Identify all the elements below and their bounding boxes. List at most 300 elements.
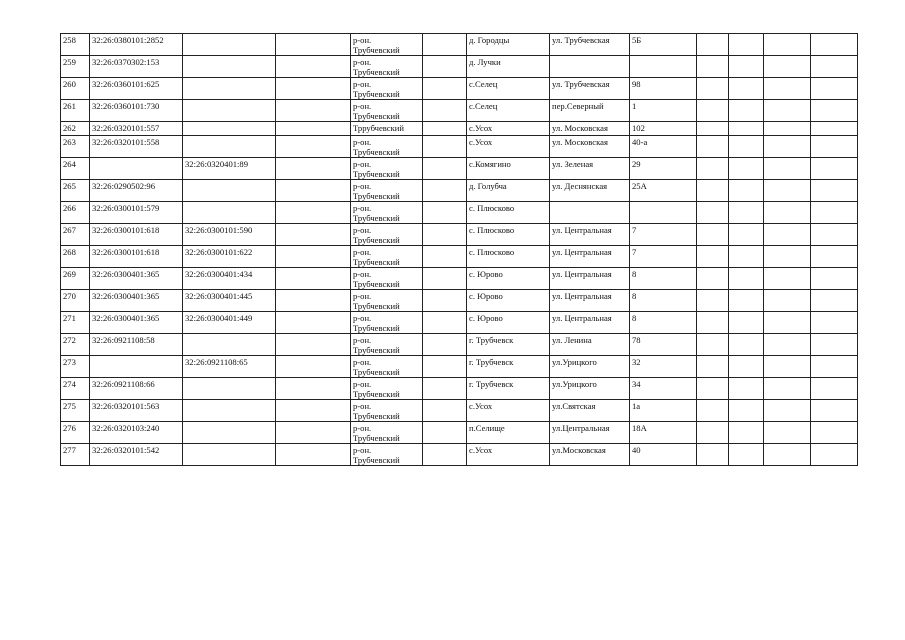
empty-cell <box>423 268 467 290</box>
district-cell <box>351 122 423 136</box>
house-number-cell: 25А <box>630 180 697 202</box>
empty-cell <box>697 122 729 136</box>
empty-cell <box>729 158 764 180</box>
empty-cell <box>764 444 811 466</box>
empty-cell <box>764 290 811 312</box>
cadastral-number: 32:26:0370302:153 <box>90 56 183 78</box>
district-cell <box>351 136 423 158</box>
empty-cell <box>276 122 351 136</box>
street-cell: ул.Святская <box>550 400 630 422</box>
district-line: Трубчевский <box>353 345 400 355</box>
empty-cell <box>811 312 858 334</box>
house-number-cell: 40 <box>630 444 697 466</box>
empty-cell <box>764 400 811 422</box>
empty-cell <box>276 422 351 444</box>
empty-cell <box>729 78 764 100</box>
table-row <box>61 78 858 100</box>
empty-cell <box>697 246 729 268</box>
empty-cell <box>764 34 811 56</box>
district-cell <box>351 356 423 378</box>
table-row <box>61 246 858 268</box>
empty-cell <box>697 180 729 202</box>
empty-cell <box>811 378 858 400</box>
empty-cell <box>423 444 467 466</box>
empty-cell <box>764 378 811 400</box>
house-number-cell: 102 <box>630 122 697 136</box>
empty-cell <box>423 224 467 246</box>
settlement-cell: г. Трубчевск <box>467 356 550 378</box>
empty-cell <box>811 356 858 378</box>
empty-cell <box>423 246 467 268</box>
district-line: Трубчевский <box>353 323 400 333</box>
district-cell <box>351 290 423 312</box>
settlement-cell: с. Плюсково <box>467 246 550 268</box>
empty-cell <box>697 100 729 122</box>
empty-cell <box>276 268 351 290</box>
empty-cell <box>697 34 729 56</box>
street-cell: ул. Московская <box>550 122 630 136</box>
row-number: 268 <box>61 246 90 268</box>
row-number: 265 <box>61 180 90 202</box>
empty-cell <box>764 224 811 246</box>
street-cell: ул. Трубчевская <box>550 78 630 100</box>
district-line: р-он. <box>353 401 372 411</box>
empty-cell <box>729 290 764 312</box>
settlement-cell: д. Городцы <box>467 34 550 56</box>
cadastral-number: 32:26:0300401:365 <box>90 290 183 312</box>
empty-cell <box>423 34 467 56</box>
empty-cell <box>729 356 764 378</box>
settlement-cell: г. Трубчевск <box>467 378 550 400</box>
cadastral-number <box>90 158 183 180</box>
empty-cell <box>811 158 858 180</box>
district-line: Трубчевский <box>353 411 400 421</box>
empty-cell <box>423 180 467 202</box>
settlement-cell: с.Усох <box>467 444 550 466</box>
district-cell <box>351 334 423 356</box>
street-cell <box>550 202 630 224</box>
settlement-cell: с.Усох <box>467 400 550 422</box>
district-cell <box>351 56 423 78</box>
row-number: 258 <box>61 34 90 56</box>
settlement-cell: г. Трубчевск <box>467 334 550 356</box>
empty-cell <box>811 78 858 100</box>
empty-cell <box>811 334 858 356</box>
cadastral-number: 32:26:0320101:542 <box>90 444 183 466</box>
empty-cell <box>423 290 467 312</box>
cadastral-number-secondary: 32:26:0921108:65 <box>183 356 276 378</box>
empty-cell <box>276 100 351 122</box>
empty-cell <box>276 202 351 224</box>
street-cell: ул.Центральная <box>550 422 630 444</box>
district-line: Трубчевский <box>353 147 400 157</box>
empty-cell <box>697 422 729 444</box>
district-cell <box>351 180 423 202</box>
cadastral-number-secondary <box>183 34 276 56</box>
empty-cell <box>423 334 467 356</box>
district-cell <box>351 444 423 466</box>
empty-cell <box>729 34 764 56</box>
empty-cell <box>764 268 811 290</box>
empty-cell <box>729 444 764 466</box>
row-number: 275 <box>61 400 90 422</box>
empty-cell <box>423 202 467 224</box>
district-line: Трубчевский <box>353 191 400 201</box>
table-row <box>61 180 858 202</box>
table-row <box>61 312 858 334</box>
row-number: 276 <box>61 422 90 444</box>
table-row <box>61 34 858 56</box>
district-line: р-он. <box>353 423 372 433</box>
cadastral-number-secondary <box>183 444 276 466</box>
empty-cell <box>423 78 467 100</box>
house-number-cell: 1а <box>630 400 697 422</box>
row-number: 273 <box>61 356 90 378</box>
table-row <box>61 100 858 122</box>
row-number: 277 <box>61 444 90 466</box>
district-cell <box>351 400 423 422</box>
empty-cell <box>423 56 467 78</box>
cadastral-number: 32:26:0320101:557 <box>90 122 183 136</box>
house-number-cell: 78 <box>630 334 697 356</box>
district-line: р-он. <box>353 203 372 213</box>
empty-cell <box>276 56 351 78</box>
district-cell <box>351 312 423 334</box>
empty-cell <box>423 100 467 122</box>
empty-cell <box>729 334 764 356</box>
empty-cell <box>729 136 764 158</box>
settlement-cell: с.Усох <box>467 136 550 158</box>
house-number-cell: 8 <box>630 268 697 290</box>
street-cell: ул. Центральная <box>550 246 630 268</box>
empty-cell <box>729 100 764 122</box>
empty-cell <box>697 268 729 290</box>
empty-cell <box>764 334 811 356</box>
cadastral-number-secondary: 32:26:0320401:89 <box>183 158 276 180</box>
cadastral-number-secondary <box>183 422 276 444</box>
empty-cell <box>697 56 729 78</box>
street-cell: ул. Центральная <box>550 224 630 246</box>
empty-cell <box>276 400 351 422</box>
empty-cell <box>276 158 351 180</box>
empty-cell <box>811 180 858 202</box>
empty-cell <box>764 356 811 378</box>
empty-cell <box>697 224 729 246</box>
table-row <box>61 444 858 466</box>
cadastral-number-secondary <box>183 100 276 122</box>
empty-cell <box>276 224 351 246</box>
empty-cell <box>276 136 351 158</box>
district-cell <box>351 378 423 400</box>
district-line: р-он. <box>353 269 372 279</box>
district-line: Трубчевский <box>353 213 400 223</box>
empty-cell <box>764 202 811 224</box>
cadastral-number: 32:26:0360101:730 <box>90 100 183 122</box>
district-line: р-он. <box>353 79 372 89</box>
empty-cell <box>697 356 729 378</box>
street-cell: ул. Зеленая <box>550 158 630 180</box>
house-number-cell: 29 <box>630 158 697 180</box>
cadastral-number-secondary <box>183 136 276 158</box>
cadastral-number: 32:26:0320101:558 <box>90 136 183 158</box>
row-number: 263 <box>61 136 90 158</box>
street-cell: ул. Московская <box>550 136 630 158</box>
empty-cell <box>764 422 811 444</box>
empty-cell <box>764 158 811 180</box>
empty-cell <box>811 422 858 444</box>
row-number: 266 <box>61 202 90 224</box>
table-row <box>61 334 858 356</box>
empty-cell <box>729 312 764 334</box>
empty-cell <box>276 246 351 268</box>
cadastral-number: 32:26:0360101:625 <box>90 78 183 100</box>
empty-cell <box>729 224 764 246</box>
street-cell: ул.Урицкого <box>550 356 630 378</box>
district-cell <box>351 202 423 224</box>
table-row <box>61 378 858 400</box>
district-line: Трубчевский <box>353 67 400 77</box>
cadastral-number-secondary: 32:26:0300401:449 <box>183 312 276 334</box>
empty-cell <box>423 158 467 180</box>
empty-cell <box>764 180 811 202</box>
empty-cell <box>276 78 351 100</box>
district-line: р-он. <box>353 57 372 67</box>
table-row <box>61 422 858 444</box>
district-line: Трубчевский <box>353 235 400 245</box>
row-number: 270 <box>61 290 90 312</box>
settlement-cell: с.Селец <box>467 78 550 100</box>
table-row <box>61 158 858 180</box>
empty-cell <box>697 136 729 158</box>
settlement-cell: с. Плюсково <box>467 202 550 224</box>
district-line: р-он. <box>353 247 372 257</box>
cadastral-number-secondary <box>183 56 276 78</box>
street-cell: ул. Центральная <box>550 268 630 290</box>
cadastral-number-secondary: 32:26:0300401:445 <box>183 290 276 312</box>
district-line: р-он. <box>353 225 372 235</box>
settlement-cell: д. Голубча <box>467 180 550 202</box>
empty-cell <box>811 34 858 56</box>
district-line: Трубчевский <box>353 367 400 377</box>
street-cell: ул.Московская <box>550 444 630 466</box>
row-number: 269 <box>61 268 90 290</box>
street-cell: ул. Ленина <box>550 334 630 356</box>
cadastral-number-secondary: 32:26:0300101:590 <box>183 224 276 246</box>
empty-cell <box>276 334 351 356</box>
empty-cell <box>276 378 351 400</box>
district-line: р-он. <box>353 357 372 367</box>
empty-cell <box>811 224 858 246</box>
district-line: р-он. <box>353 159 372 169</box>
row-number: 261 <box>61 100 90 122</box>
empty-cell <box>729 422 764 444</box>
house-number-cell: 8 <box>630 312 697 334</box>
cadastral-number-secondary <box>183 122 276 136</box>
cadastral-number: 32:26:0300401:365 <box>90 312 183 334</box>
cadastral-number: 32:26:0320101:563 <box>90 400 183 422</box>
cadastral-number: 32:26:0921108:66 <box>90 378 183 400</box>
house-number-cell: 5Б <box>630 34 697 56</box>
empty-cell <box>729 268 764 290</box>
district-line: р-он. <box>353 291 372 301</box>
street-cell <box>550 56 630 78</box>
street-cell: ул.Урицкого <box>550 378 630 400</box>
empty-cell <box>811 246 858 268</box>
empty-cell <box>811 290 858 312</box>
empty-cell <box>423 356 467 378</box>
empty-cell <box>697 202 729 224</box>
district-cell <box>351 246 423 268</box>
district-line: Трубчевский <box>353 169 400 179</box>
cadastral-number: 32:26:0320103:240 <box>90 422 183 444</box>
row-number: 274 <box>61 378 90 400</box>
empty-cell <box>811 136 858 158</box>
district-cell <box>351 100 423 122</box>
district-line: Тррубчевский <box>353 123 404 133</box>
empty-cell <box>697 334 729 356</box>
district-line: Трубчевский <box>353 279 400 289</box>
settlement-cell: п.Селище <box>467 422 550 444</box>
district-line: р-он. <box>353 137 372 147</box>
district-line: Трубчевский <box>353 257 400 267</box>
empty-cell <box>697 78 729 100</box>
empty-cell <box>764 246 811 268</box>
house-number-cell: 7 <box>630 246 697 268</box>
table-row <box>61 268 858 290</box>
settlement-cell: с. Плюсково <box>467 224 550 246</box>
table-row <box>61 122 858 136</box>
district-line: Трубчевский <box>353 45 400 55</box>
empty-cell <box>764 78 811 100</box>
table-row <box>61 224 858 246</box>
street-cell: ул. Центральная <box>550 312 630 334</box>
empty-cell <box>811 100 858 122</box>
empty-cell <box>729 122 764 136</box>
empty-cell <box>697 290 729 312</box>
empty-cell <box>764 100 811 122</box>
empty-cell <box>276 444 351 466</box>
street-cell: пер.Северный <box>550 100 630 122</box>
empty-cell <box>729 202 764 224</box>
row-number: 259 <box>61 56 90 78</box>
cadastral-number-secondary <box>183 378 276 400</box>
empty-cell <box>764 122 811 136</box>
house-number-cell: 32 <box>630 356 697 378</box>
district-line: р-он. <box>353 181 372 191</box>
empty-cell <box>276 180 351 202</box>
district-cell <box>351 34 423 56</box>
settlement-cell: д. Лучки <box>467 56 550 78</box>
district-cell <box>351 78 423 100</box>
empty-cell <box>697 378 729 400</box>
empty-cell <box>811 268 858 290</box>
district-line: Трубчевский <box>353 111 400 121</box>
cadastral-number: 32:26:0300101:579 <box>90 202 183 224</box>
empty-cell <box>729 400 764 422</box>
settlement-cell: с. Юрово <box>467 268 550 290</box>
empty-cell <box>276 312 351 334</box>
empty-cell <box>811 122 858 136</box>
empty-cell <box>729 180 764 202</box>
district-line: р-он. <box>353 313 372 323</box>
empty-cell <box>697 400 729 422</box>
row-number: 272 <box>61 334 90 356</box>
district-line: Трубчевский <box>353 301 400 311</box>
empty-cell <box>764 136 811 158</box>
table-row <box>61 290 858 312</box>
empty-cell <box>423 312 467 334</box>
cadastral-number-secondary <box>183 400 276 422</box>
district-line: Трубчевский <box>353 89 400 99</box>
row-number: 271 <box>61 312 90 334</box>
empty-cell <box>423 122 467 136</box>
street-cell: ул. Центральная <box>550 290 630 312</box>
empty-cell <box>276 34 351 56</box>
empty-cell <box>811 202 858 224</box>
cadastral-number-secondary: 32:26:0300401:434 <box>183 268 276 290</box>
district-cell <box>351 224 423 246</box>
cadastral-number: 32:26:0300101:618 <box>90 246 183 268</box>
empty-cell <box>729 378 764 400</box>
district-cell <box>351 422 423 444</box>
row-number: 267 <box>61 224 90 246</box>
table-row <box>61 202 858 224</box>
cadastral-number-secondary <box>183 180 276 202</box>
house-number-cell <box>630 56 697 78</box>
row-number: 264 <box>61 158 90 180</box>
district-line: р-он. <box>353 379 372 389</box>
cadastral-number-secondary <box>183 334 276 356</box>
cadastral-number: 32:26:0380101:2852 <box>90 34 183 56</box>
district-line: р-он. <box>353 445 372 455</box>
empty-cell <box>276 356 351 378</box>
empty-cell <box>764 56 811 78</box>
house-number-cell <box>630 202 697 224</box>
district-line: Трубчевский <box>353 433 400 443</box>
empty-cell <box>423 422 467 444</box>
cadastral-number: 32:26:0300401:365 <box>90 268 183 290</box>
district-line: р-он. <box>353 335 372 345</box>
registry-body <box>61 34 858 466</box>
settlement-cell: с. Юрово <box>467 312 550 334</box>
row-number: 260 <box>61 78 90 100</box>
row-number: 262 <box>61 122 90 136</box>
empty-cell <box>697 312 729 334</box>
table-row <box>61 400 858 422</box>
empty-cell <box>729 246 764 268</box>
empty-cell <box>729 56 764 78</box>
empty-cell <box>697 158 729 180</box>
cadastral-number-secondary: 32:26:0300101:622 <box>183 246 276 268</box>
table-row <box>61 56 858 78</box>
table-row <box>61 136 858 158</box>
empty-cell <box>811 400 858 422</box>
empty-cell <box>764 312 811 334</box>
settlement-cell: с.Селец <box>467 100 550 122</box>
empty-cell <box>423 136 467 158</box>
district-cell <box>351 158 423 180</box>
house-number-cell: 18А <box>630 422 697 444</box>
house-number-cell: 8 <box>630 290 697 312</box>
settlement-cell: с. Юрово <box>467 290 550 312</box>
empty-cell <box>697 444 729 466</box>
cadastral-number: 32:26:0290502:96 <box>90 180 183 202</box>
empty-cell <box>811 444 858 466</box>
house-number-cell: 1 <box>630 100 697 122</box>
district-cell <box>351 268 423 290</box>
property-registry-table <box>60 33 858 466</box>
house-number-cell: 7 <box>630 224 697 246</box>
